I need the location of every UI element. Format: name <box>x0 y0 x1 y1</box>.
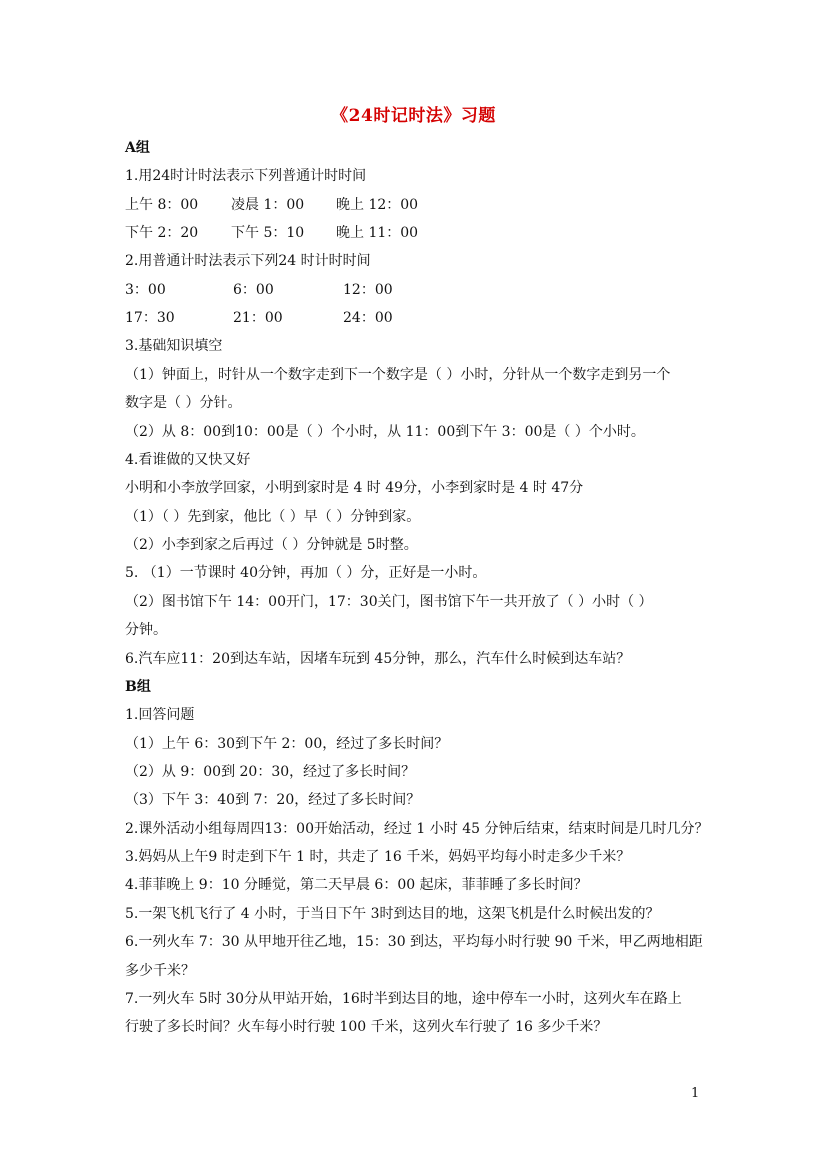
time-cell: 下午 5：10 <box>231 225 305 241</box>
a-q5-item1: 5. （1）一节课时 40分钟，再加（ ）分，正好是一小时。 <box>125 565 487 581</box>
b-q1-item2: （2）从 9：00到 20：30，经过了多长时间？ <box>125 764 416 780</box>
a-q1-row2 <box>125 223 425 243</box>
b-q2: 2.课外活动小组每周四13：00开始活动，经过 1 小时 45 分钟后结束，结束时间是几时几分？ <box>125 821 709 837</box>
a-q4-prompt: 4.看谁做的又快又好 <box>125 452 251 468</box>
b-q1-item1: （1）上午 6：30到下午 2：00，经过了多长时间？ <box>125 736 449 752</box>
b-q6-cont: 多少千米？ <box>125 963 195 979</box>
a-q4-item1: （1）（ ）先到家，他比（ ）早（ ）分钟到家。 <box>125 509 421 525</box>
b-q7: 7.一列火车 5时 30分从甲站开始，16时半到达目的地，途中停车一小时，这列火车在路上 <box>125 991 682 1007</box>
time-cell: 晚上 12：00 <box>336 197 419 213</box>
a-q2-row2 <box>125 308 425 328</box>
group-a-heading: A组 <box>125 140 150 156</box>
time-cell: 12：00 <box>343 282 393 298</box>
a-q3-item2: （2）从 8：00到10：00是（ ）个小时，从 11：00到下午 3：00是（ ）个小时。 <box>125 424 645 440</box>
b-q1-item3: （3）下午 3：40到 7：20，经过了多长时间？ <box>125 792 421 808</box>
a-q3-prompt: 3.基础知识填空 <box>125 338 223 354</box>
a-q1-prompt: 1.用24时计时法表示下列普通计时时间 <box>125 168 367 184</box>
a-q2-row1 <box>125 280 425 300</box>
a-q5-item2-cont: 分钟。 <box>125 622 167 638</box>
time-cell: 下午 2：20 <box>125 225 199 241</box>
b-q6: 6.一列火车 7：30 从甲地开往乙地，15：30 到达，平均每小时行驶 90 千米，甲乙两地相距 <box>125 934 703 950</box>
a-q4-context: 小明和小李放学回家，小明到家时是 4 时 49分，小李到家时是 4 时 47分 <box>125 480 584 496</box>
b-q1-prompt: 1.回答问题 <box>125 707 195 723</box>
time-cell: 3：00 <box>125 282 166 298</box>
a-q6: 6.汽车应11：20到达车站，因堵车玩到 45分钟，那么，汽车什么时候到达车站？ <box>125 651 631 667</box>
time-cell: 凌晨 1：00 <box>231 197 305 213</box>
b-q5: 5.一架飞机飞行了 4 小时，于当日下午 3时到达目的地，这架飞机是什么时候出发的？ <box>125 906 660 922</box>
b-q7-cont: 行驶了多长时间？火车每小时行驶 100 千米，这列火车行驶了 16 多少千米？ <box>125 1019 608 1035</box>
a-q2-prompt: 2.用普通计时法表示下列24 时计时时间 <box>125 253 371 269</box>
time-cell: 24：00 <box>343 310 393 326</box>
page-number: 1 <box>691 1086 700 1101</box>
time-cell: 晚上 11：00 <box>336 225 419 241</box>
a-q5-item2: （2）图书馆下午 14：00开门，17：30关门，图书馆下午一共开放了（ ）小时（ ） <box>125 594 653 610</box>
a-q3-item1-cont: 数字是（ ）分针。 <box>125 395 242 411</box>
time-cell: 上午 8：00 <box>125 197 199 213</box>
time-cell: 21：00 <box>233 310 283 326</box>
a-q4-item2: （2）小李到家之后再过（ ）分钟就是 5时整。 <box>125 537 418 553</box>
time-cell: 6：00 <box>233 282 274 298</box>
a-q3-item1: （1）钟面上，时针从一个数字走到下一个数字是（ ）小时，分针从一个数字走到另一个 <box>125 367 671 383</box>
group-b-heading: B组 <box>125 679 151 695</box>
time-cell: 17：30 <box>125 310 175 326</box>
b-q3: 3.妈妈从上午9 时走到下午 1 时，共走了 16 千米，妈妈平均每小时走多少千米？ <box>125 849 631 865</box>
b-q4: 4.菲菲晚上 9：10 分睡觉，第二天早晨 6：00 起床，菲菲睡了多长时间？ <box>125 877 588 893</box>
worksheet-title: 《24时记时法》习题 <box>331 106 496 126</box>
a-q1-row1 <box>125 195 425 215</box>
